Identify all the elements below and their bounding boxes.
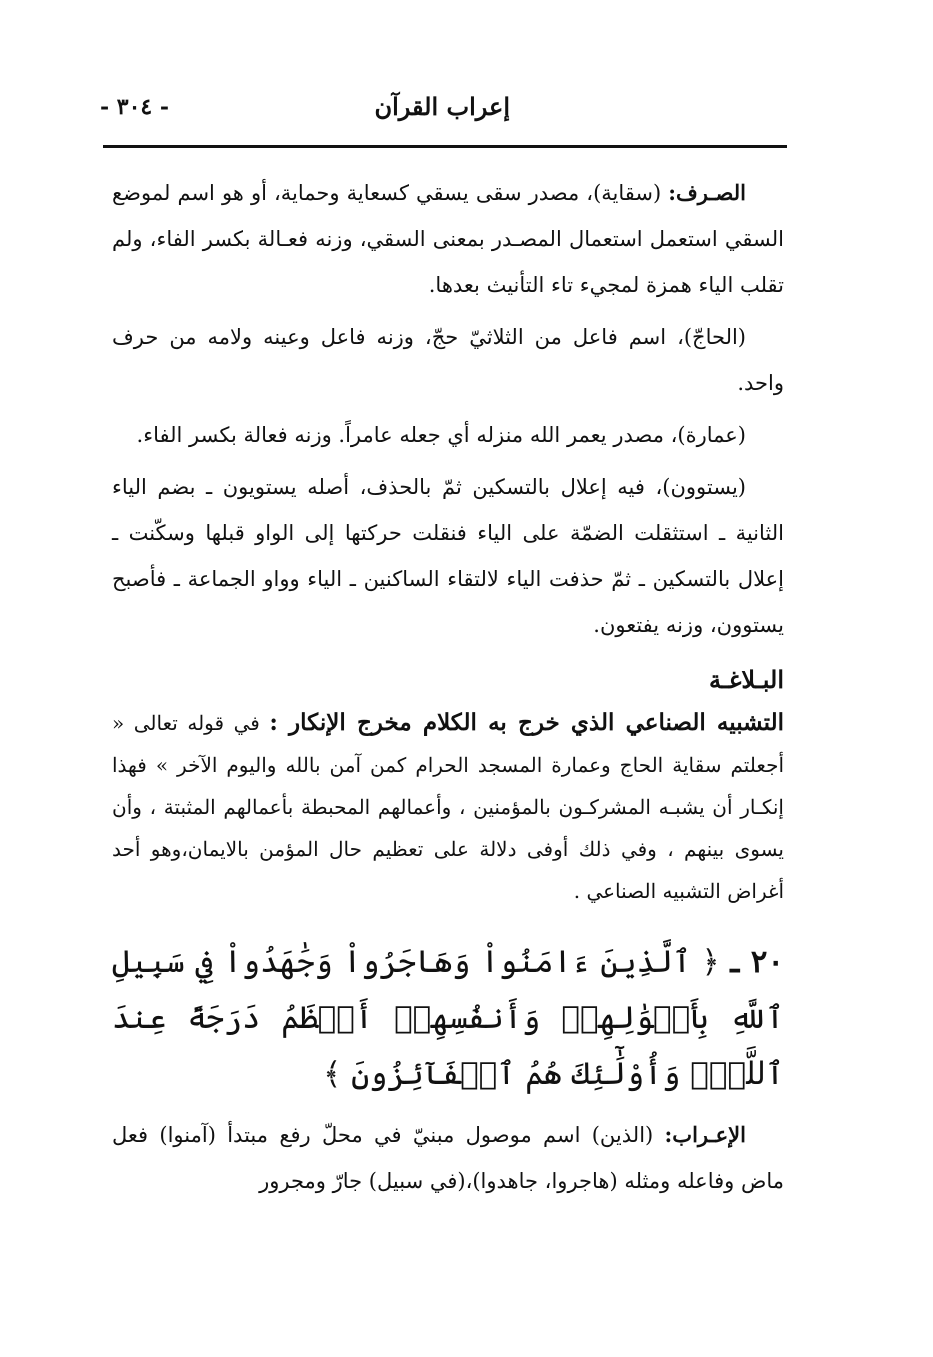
irab-paragraph [112,1112,784,1204]
sarf-text-1: (سقاية)، مصدر سقى يسقي كسعاية وحماية، أو هو اسم لموضع السقي استعمل استعمال المصـدر بمعنى السقي، وزنه فعـالة بكسر الفاء، ولم تقلب الياء همزة لمجيء تاء التأنيث بعدها. [112,181,784,297]
balagha-text: في قوله تعالى « أجعلتم سقاية الحاج وعمارة المسجد الحرام كمن آمن بالله واليوم الآخر » فهذا إنكـار أن يشبـه المشركـون بالمؤمنين ، وأعمالهم المحبطة بأعمالهم المثبتة ، وأن يسوى بينهم ، وفي ذلك أوفى دلالة على تعظيم حال المؤمن بالايمان،وهو أحد أغراض التشبيه الصناعي . [112,711,784,903]
header-rule [103,145,787,148]
irab-label: الإعـراب: [664,1122,746,1147]
page-body [112,170,784,1210]
page-header [100,92,790,132]
irab-text: (الذين) اسم موصول مبنيّ في محلّ رفع مبتدأ (آمنوا) فعل ماض وفاعله ومثله (هاجروا، جاهدوا)،(في سبيل) جارّ ومجرور [112,1123,784,1193]
sarf-paragraph-1 [112,170,784,308]
sarf-paragraph-3: (عمارة)، مصدر يعمر الله منزله أي جعله عامراً. وزنه فعالة بكسر الفاء. [136,423,746,447]
balagha-paragraph [112,702,784,912]
verse-text: ﴿ ٱلَّذِينَ ءَامَنُواْ وَهَاجَرُواْ وَجَٰهَدُواْ فِي سَبِيلِ ٱللَّهِ بِأَمۡوَٰلِهِمۡ وَأَنفُسِهِمۡ أَعۡظَمُ دَرَجَةً عِندَ ٱللَّهِۚ وَأُوْلَٰٓئِكَ هُمُ ٱلۡفَآئِزُونَ ﴾ [112,944,784,1092]
balagha-heading: البـلاغـة [708,665,784,694]
sarf-paragraph-4: (يستوون)، فيه إعلال بالتسكين ثمّ بالحذف، أصله يستويون ـ بضم الياء الثانية ـ استثقلت الضمّة على الياء فنقلت حركتها إلى الواو قبلها وسكّنت ـ إعلال بالتسكين ـ ثمّ حذفت الياء لالتقاء الساكنين ـ الياء وواو الجماعة ـ فأصبح يستوون، وزنه يفتعون. [112,475,784,637]
balagha-lead: التشبيه الصناعي الذي خرج به الكلام مخرج الإنكار : [269,709,784,736]
sarf-paragraph-2: (الحاجّ)، اسم فاعل من الثلاثيّ حجّ، وزنه فاعل وعينه ولامه من حرف واحد. [112,325,784,395]
verse-number: ٢٠ ـ [730,944,785,980]
book-title: إعراب القرآن [374,92,510,121]
quran-verse [112,934,784,1102]
page-number: - ٣٠٤ - [100,94,170,120]
sarf-label: الصـرف: [668,180,746,205]
